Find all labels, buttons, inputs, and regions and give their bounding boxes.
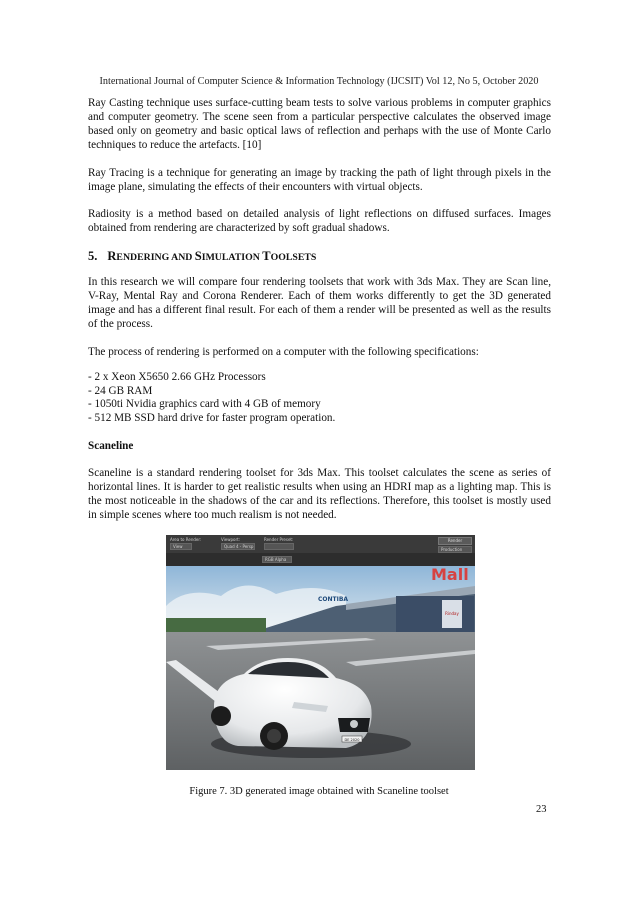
section-title-initial-3: T [262,249,271,263]
viewport-select [221,543,255,550]
store-sign-left: CONTIBA [318,596,349,603]
section-heading [88,249,316,264]
spec-item: - 24 GB RAM [88,384,153,397]
mall-facade [396,596,474,632]
figure-render-window [166,535,475,770]
car-front-rim [267,729,281,743]
treeline [166,618,266,634]
viewport-label: Viewport: [221,537,241,542]
spec-item: - 2 x Xeon X5650 2.66 GHz Processors [88,371,266,383]
subsection-title: Scaneline [88,440,134,452]
ray-tracing-text: Ray Tracing is a technique for generating an image by tracking the path of light through pixels in the image plane, simulating the effects of their encounters with virtual objects. [88,167,551,193]
subsection-heading [88,440,551,452]
spec-item: - 512 MB SSD hard drive for faster program operation. [88,411,336,424]
area-to-render-label: Area to Render: [170,537,202,542]
figure-caption: Figure 7. 3D generated image obtained with Scaneline toolset [189,786,449,797]
compare-text: In this research we will compare four rendering toolsets that work with 3ds Max. They are Scan line, V-Ray, Mental Ray and Corona Renderer. Each of them works differently to get the 3D generated image and has a different final result. For each of them a render will be presented as well as the results of the process. [88,276,551,330]
production-value: Production [441,547,463,552]
paragraph-ray-tracing [88,166,551,194]
render-preset-label: Render Preset: [264,537,294,542]
render-button: Render [438,537,472,545]
rendered-car-image [166,566,475,770]
section-title-initial-2: S [194,249,202,263]
render-frame-iconbar [166,553,475,566]
license-plate-text: DE 2020 [344,738,360,742]
paragraph-ray-casting [88,96,551,152]
running-header: International Journal of Computer Science & Information Technology (IJCSIT) Vol 12, No 5, October 2020 [99,76,539,87]
channel-value: RGB Alpha [265,557,287,562]
area-to-render-value: View [173,544,183,549]
paragraph-scaneline [88,466,551,522]
page-number: 23 [536,804,547,815]
paragraph-compare [88,275,551,331]
spec-list [88,371,551,425]
spec-item: - 1050ti Nvidia graphics card with 4 GB of memory [88,398,321,410]
scaneline-text: Scaneline is a standard rendering toolset for 3ds Max. This toolset calculates the scene as series of horizontal lines. It is harder to get realistic results when using an HDRI map as a lighting map. This is the most noticeable in the shadows of the car and its reflections. Therefore, this toolset is mostly used in simple scenes where too much realism is not needed. [88,467,551,521]
area-to-render-select [170,543,192,550]
store-sign-right: Mall [431,566,469,584]
channel-select [262,556,292,563]
radiosity-text: Radiosity is a method based on detailed analysis of light reflections on diffused surfaces. Images obtained from rendering are characterized by soft gradual shadows. [88,208,551,234]
section-number: 5. [88,249,98,263]
car-rear-wheel [211,706,231,726]
render-preset-select [264,543,294,550]
car-badge [350,720,358,728]
viewport-value: Quad 4 - Persp [224,544,254,549]
ray-casting-text: Ray Casting technique uses surface-cutting beam tests to solve various problems in computer graphics and computer geometry. The scene seen from a particular perspective calculates the observed image based only on geometry and basic optical laws of reflection and perhaps with the use of Monte Carlo techniques to reduce the artefacts. [10] [88,97,551,151]
section-title-rest-1: ENDERING AND [116,252,195,263]
paragraph-process [88,345,551,359]
section-title-initial-1: R [107,249,117,263]
production-select [438,546,472,553]
paragraph-radiosity [88,207,551,235]
process-text: The process of rendering is performed on a computer with the following specifications: [88,346,479,358]
section-title-rest-3: OOLSETS [270,252,317,263]
banner-text: Rinday [445,611,459,616]
section-title-rest-2: IMULATION [201,252,263,263]
